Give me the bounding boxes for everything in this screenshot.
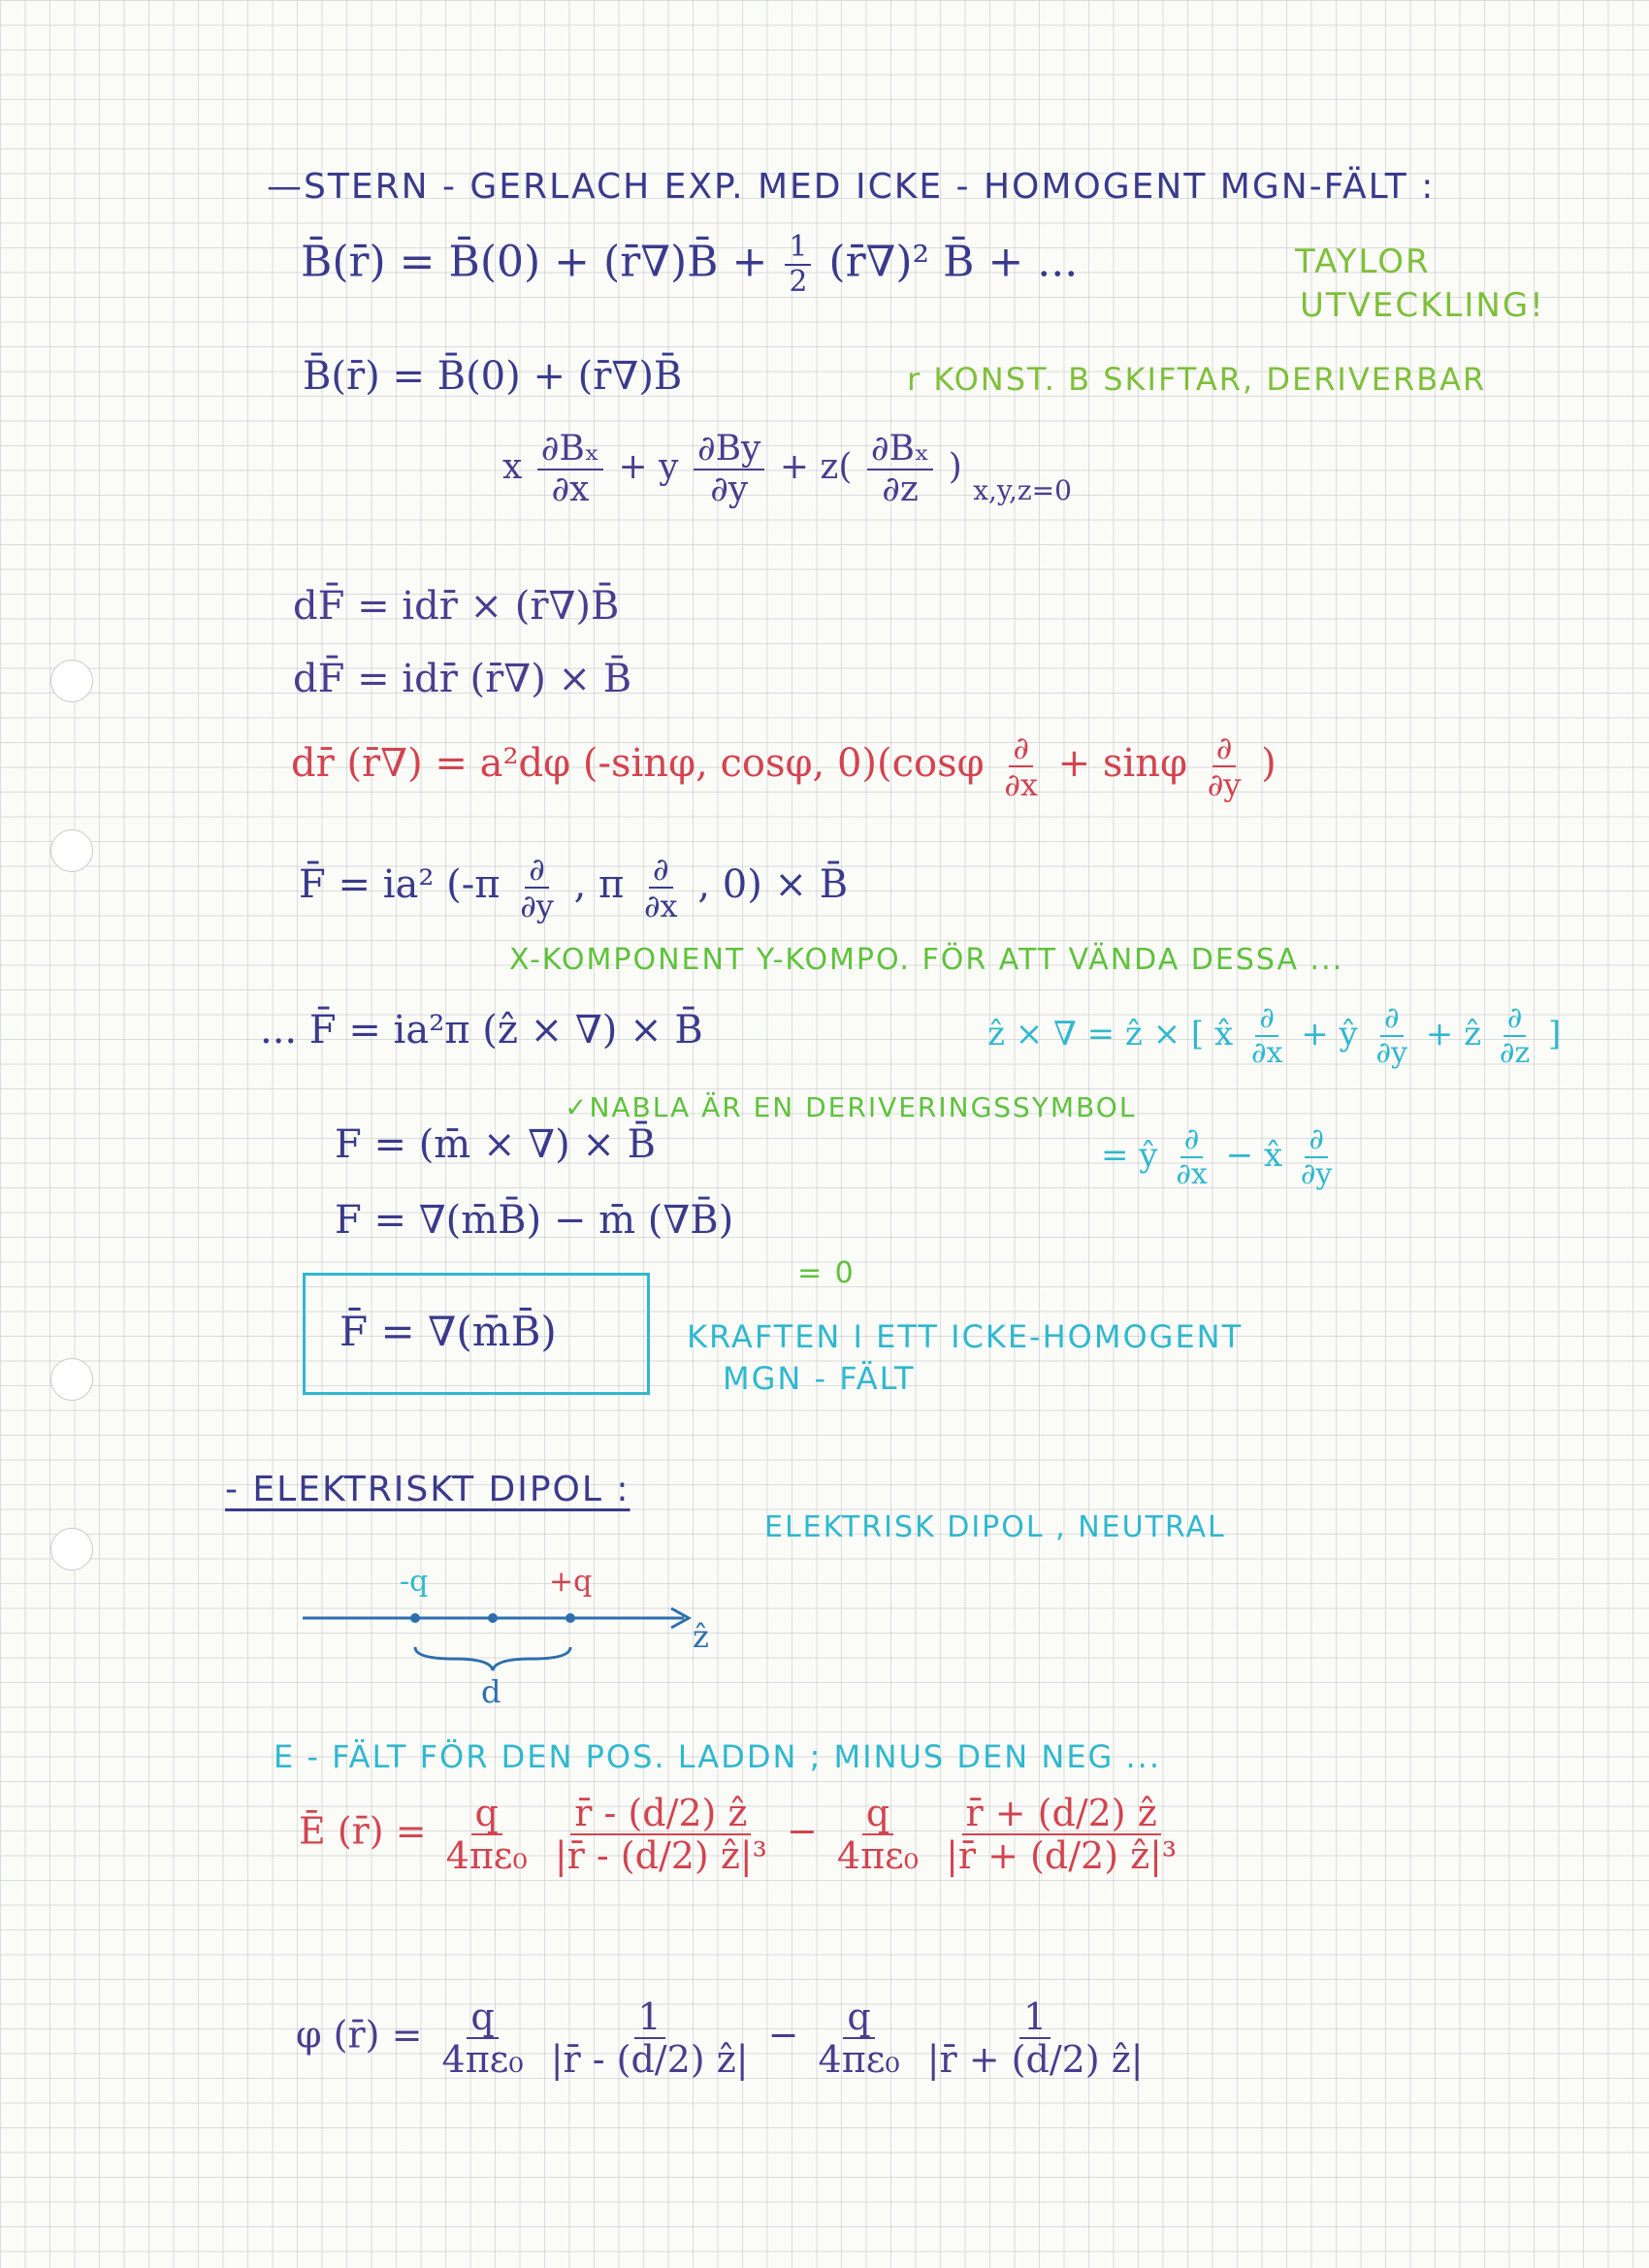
partial: ∂ <box>1180 1125 1204 1158</box>
dBy-dy <box>694 429 764 509</box>
coulomb-factor-2 <box>833 1792 922 1877</box>
linear-note: r KONST. B SKIFTAR, DERIVERBAR <box>907 361 1487 398</box>
force-integrated <box>299 851 849 924</box>
xhat-minus: − x̂ <box>1225 1136 1283 1175</box>
d-dy <box>1373 1001 1411 1070</box>
zhat-term: + ẑ <box>1425 1015 1482 1053</box>
z-axis-label: ẑ <box>693 1618 709 1655</box>
inverse-distance-2 <box>923 1995 1148 2081</box>
four-pi-eps0: 4πε₀ <box>818 2038 900 2081</box>
taylor-half-den: 2 <box>789 265 808 299</box>
d-dx <box>1247 1001 1286 1070</box>
zhat-lhs: ẑ × ∇ = ẑ × [ x̂ <box>987 1015 1234 1053</box>
coulomb-factor-2 <box>815 1995 904 2081</box>
dy: ∂y <box>710 470 749 509</box>
partial: ∂ <box>1009 732 1033 767</box>
taylor-half <box>785 230 811 299</box>
dipole-diagram <box>291 1552 737 1707</box>
partial: ∂ <box>649 854 673 889</box>
four-pi-eps0: 4πε₀ <box>441 2038 524 2081</box>
partial: ∂ <box>1212 732 1237 767</box>
yhat-eq: = ŷ <box>1101 1136 1158 1175</box>
dBx-dx <box>537 429 603 509</box>
d-dy <box>516 851 558 924</box>
y-coefficient: + y <box>618 447 679 487</box>
nabla-note: ✓NABLA ÄR EN DERIVERINGSSYMBOL <box>565 1091 1137 1123</box>
sin-term: + sinφ <box>1057 741 1187 786</box>
partial: ∂ <box>1305 1125 1328 1158</box>
minus-sign: − <box>767 2013 799 2057</box>
dx: ∂x <box>551 470 590 509</box>
d-dx <box>1172 1122 1211 1191</box>
divergence-zero-note: = 0 <box>797 1256 856 1290</box>
charge: q <box>862 1795 893 1835</box>
negative-charge-label: -q <box>400 1565 429 1599</box>
displacement: r̄ - (d/2) ẑ <box>570 1795 751 1835</box>
partial-y: ∂y <box>520 888 554 924</box>
linear-approx: B̄(r̄) = B̄(0) + (r̄∇)B̄ <box>303 354 683 399</box>
partial-z: ∂z <box>1499 1036 1531 1070</box>
evaluation-point: x,y,z=0 <box>973 474 1072 506</box>
yhat-term: + ŷ <box>1301 1015 1358 1053</box>
force-rest: , 0) × B̄ <box>697 862 849 907</box>
coulomb-factor-1 <box>442 1792 532 1877</box>
taylor-note-2: UTVECKLING! <box>1300 286 1545 325</box>
four-pi-eps0: 4πε₀ <box>836 1834 919 1877</box>
d-dz <box>1496 1001 1534 1070</box>
coulomb-factor-1 <box>438 1995 528 2081</box>
potential-lhs: φ (r̄) = <box>296 2013 423 2057</box>
boxed-force-formula: F̄ = ∇(m̄B̄) <box>340 1308 557 1355</box>
x-coefficient: x <box>502 447 523 487</box>
distance: |r̄ - (d/2) ẑ| <box>550 2038 749 2081</box>
one: 1 <box>634 1998 665 2039</box>
binder-hole <box>50 1358 93 1401</box>
dBx: ∂Bₓ <box>537 432 603 470</box>
dz: ∂z <box>882 470 919 509</box>
pi-term: , π <box>573 862 625 907</box>
distance-cubed: |r̄ - (d/2) ẑ|³ <box>554 1834 767 1877</box>
close-paren: ) <box>948 447 962 487</box>
positive-charge-label: +q <box>549 1565 593 1599</box>
derivative-terms <box>502 429 1072 509</box>
z-coefficient: + z( <box>779 447 853 487</box>
separation-label: d <box>481 1673 501 1707</box>
partial: ∂ <box>525 854 549 889</box>
partial: ∂ <box>1504 1004 1527 1037</box>
d-dx <box>1000 729 1042 803</box>
partial-x: ∂x <box>1176 1157 1208 1191</box>
distance-cubed: |r̄ + (d/2) ẑ|³ <box>946 1834 1178 1877</box>
zhat-cross-nabla <box>987 1001 1562 1070</box>
partial-x: ∂x <box>1250 1036 1283 1070</box>
taylor-rest: (r̄∇)² B̄ + ... <box>828 237 1079 287</box>
efield-note: E - FÄLT FÖR DEN POS. LADDN ; MINUS DEN NEG ... <box>274 1738 1162 1775</box>
field-term-2 <box>942 1792 1180 1877</box>
close-bracket: ] <box>1547 1015 1562 1053</box>
charge: q <box>467 1998 498 2039</box>
field-term-1 <box>551 1792 771 1877</box>
force-moment-expanded: F = ∇(m̄B̄) − m̄ (∇B̄) <box>335 1198 734 1243</box>
heading-stern-gerlach: —STERN - GERLACH EXP. MED ICKE - HOMOGENT MGN-FÄLT : <box>267 167 1436 207</box>
force-note-1: KRAFTEN I ETT ICKE-HOMOGENT <box>687 1318 1244 1355</box>
four-pi-eps0: 4πε₀ <box>445 1834 528 1877</box>
force-moment-cross: F = (m̄ × ∇) × B̄ <box>335 1122 657 1167</box>
partial: ∂ <box>1255 1004 1278 1037</box>
heading-dipole: - ELEKTRISKT DIPOL : <box>225 1470 630 1509</box>
partial-x: ∂x <box>1004 766 1038 803</box>
binder-hole <box>50 1528 93 1571</box>
taylor-expansion <box>301 230 1079 299</box>
d-dx <box>640 851 682 924</box>
d-dy <box>1297 1122 1336 1191</box>
force-zhat: ... F̄ = ia²π (ẑ × ∇) × B̄ <box>260 1008 703 1053</box>
close-paren: ) <box>1261 741 1277 786</box>
force-element-1: dF̄ = idr̄ × (r̄∇)B̄ <box>293 584 620 629</box>
dBz-dz <box>867 429 933 509</box>
partial-x: ∂x <box>644 888 678 924</box>
taylor-lhs: B̄(r̄) = B̄(0) + (r̄∇)B̄ + <box>301 237 768 287</box>
dBz: ∂Bₓ <box>867 432 933 470</box>
dr-nabla-line <box>291 729 1277 803</box>
partial: ∂ <box>1380 1004 1404 1037</box>
dBy: ∂By <box>694 432 764 470</box>
force-lhs: F̄ = ia² (-π <box>299 862 501 907</box>
binder-hole <box>50 660 93 702</box>
displacement: r̄ + (d/2) ẑ <box>962 1795 1161 1835</box>
yx-result <box>1101 1122 1340 1191</box>
efield-formula <box>299 1792 1184 1877</box>
taylor-half-num: 1 <box>785 233 811 266</box>
component-note: X-KOMPONENT Y-KOMPO. FÖR ATT VÄNDA DESSA ... <box>509 943 1344 977</box>
efield-lhs: Ē (r̄) = <box>299 1809 427 1853</box>
positive-charge <box>566 1613 575 1623</box>
force-element-2: dF̄ = idr̄ (r̄∇) × B̄ <box>293 657 632 701</box>
charge: q <box>471 1795 502 1835</box>
partial-y: ∂y <box>1207 766 1242 803</box>
potential-formula <box>296 1995 1151 2081</box>
distance: |r̄ + (d/2) ẑ| <box>926 2038 1144 2081</box>
partial-y: ∂y <box>1375 1036 1407 1070</box>
dr-lhs: dr̄ (r̄∇) = a²dφ (-sinφ, cosφ, 0)(cosφ <box>291 741 985 786</box>
binder-hole <box>50 829 93 872</box>
negative-charge <box>410 1613 420 1623</box>
charge: q <box>843 1998 874 2039</box>
partial-y: ∂y <box>1300 1157 1333 1191</box>
taylor-note-1: TAYLOR <box>1295 243 1431 281</box>
dipole-note: ELEKTRISK DIPOL , NEUTRAL <box>764 1510 1226 1544</box>
minus-sign: − <box>786 1809 818 1853</box>
force-note-2: MGN - FÄLT <box>723 1360 916 1397</box>
dipole-center <box>488 1613 498 1623</box>
one: 1 <box>1019 1998 1051 2039</box>
inverse-distance-1 <box>547 1995 753 2081</box>
d-dy <box>1204 729 1245 803</box>
separation-brace <box>415 1647 570 1670</box>
